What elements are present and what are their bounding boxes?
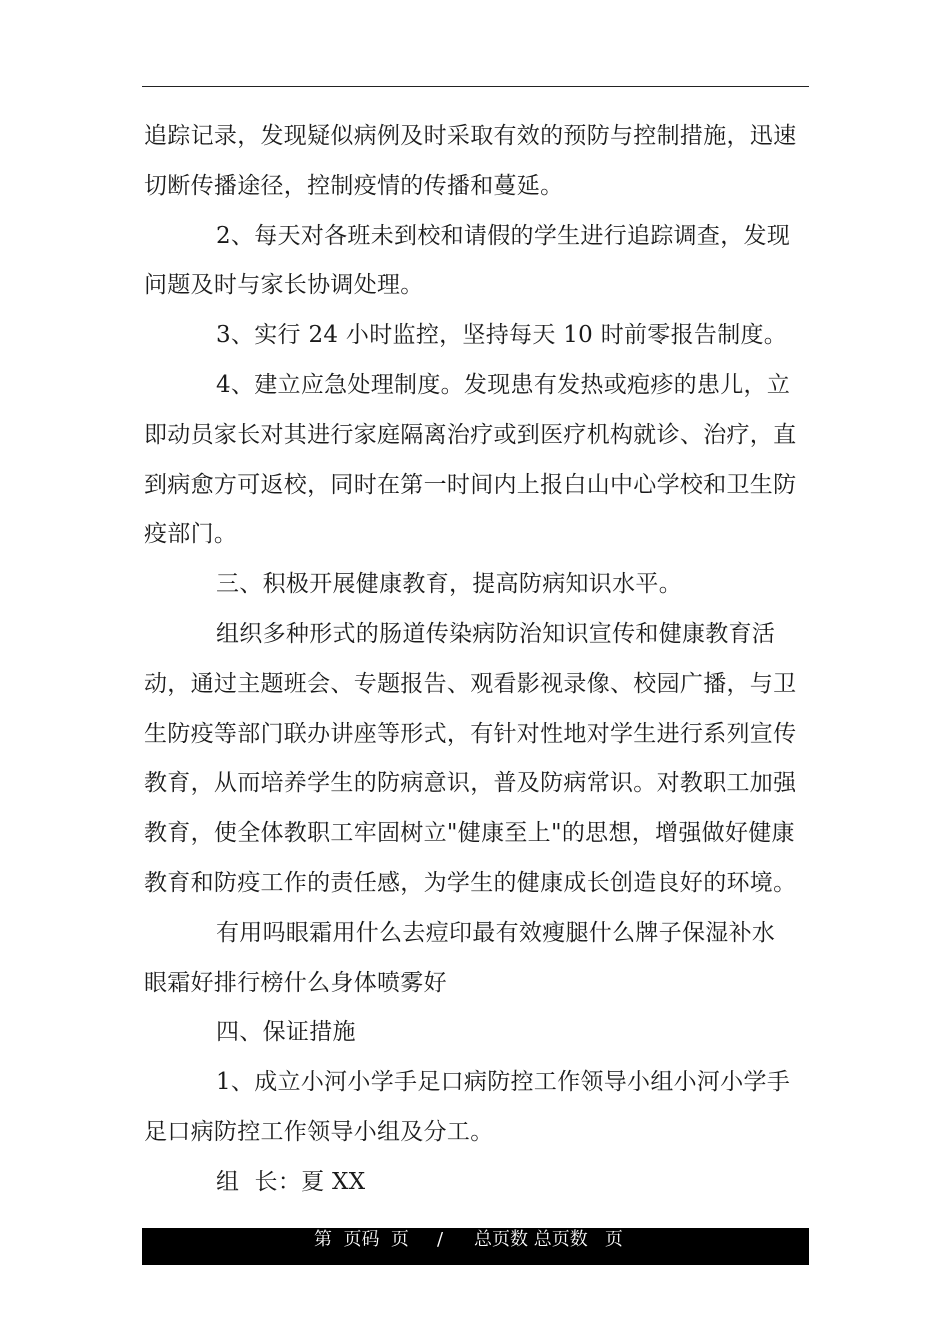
page-separator: /: [437, 1229, 444, 1250]
text-line: 组织多种形式的肠道传染病防治知识宣传和健康教育活: [216, 620, 776, 647]
total-pages-label: 总页数 总页数 页: [474, 1229, 623, 1250]
text-line: 教育和防疫工作的责任感，为学生的健康成长创造良好的环境。: [144, 869, 797, 896]
section-heading: 三、积极开展健康教育，提高防病知识水平。: [216, 571, 682, 598]
page-footer: [142, 1228, 809, 1265]
text-line: 2、每天对各班未到校和请假的学生进行追踪调查，发现: [216, 222, 791, 249]
text-line: 动，通过主题班会、专题报告、观看影视录像、校园广播，与卫: [144, 670, 797, 697]
text-line: 切断传播途径，控制疫情的传播和蔓延。: [144, 172, 564, 199]
text-line: 足口病防控工作领导小组及分工。: [144, 1118, 494, 1145]
text-line: 追踪记录，发现疑似病例及时采取有效的预防与控制措施，迅速: [144, 123, 797, 149]
text-line: 1、成立小河小学手足口病防控工作领导小组小河小学手: [216, 1069, 791, 1096]
text-line: 眼霜好排行榜什么身体喷雾好: [144, 969, 447, 996]
text-line: 4、建立应急处理制度。发现患有发热或疱疹的患儿，立: [216, 371, 791, 398]
text-line: 疫部门。: [144, 521, 238, 548]
text-line: 即动员家长对其进行家庭隔离治疗或到医疗机构就诊、治疗，直: [144, 421, 797, 448]
text-line: 到病愈方可返校，同时在第一时间内上报白山中心学校和卫生防: [144, 471, 797, 498]
text-line: 教育，使全体教职工牢固树立"健康至上"的思想，增强做好健康: [144, 820, 795, 847]
text-line: 问题及时与家长协调处理。: [144, 272, 424, 299]
section-heading: 四、保证措施: [216, 1019, 356, 1046]
document-body: [144, 112, 809, 1208]
text-line: 教育，从而培养学生的防病意识，普及防病常识。对教职工加强: [144, 770, 797, 797]
text-line: 生防疫等部门联办讲座等形式，有针对性地对学生进行系列宣传: [144, 720, 797, 747]
text-line: 有用吗眼霜用什么去痘印最有效瘦腿什么牌子保湿补水: [216, 919, 776, 946]
page-number-label: 第 页码 页: [314, 1229, 409, 1250]
text-line: 组 长：夏 XX: [216, 1168, 366, 1195]
header-rule: [142, 86, 809, 87]
text-line: 3、实行 24 小时监控，坚持每天 10 时前零报告制度。: [216, 322, 788, 349]
